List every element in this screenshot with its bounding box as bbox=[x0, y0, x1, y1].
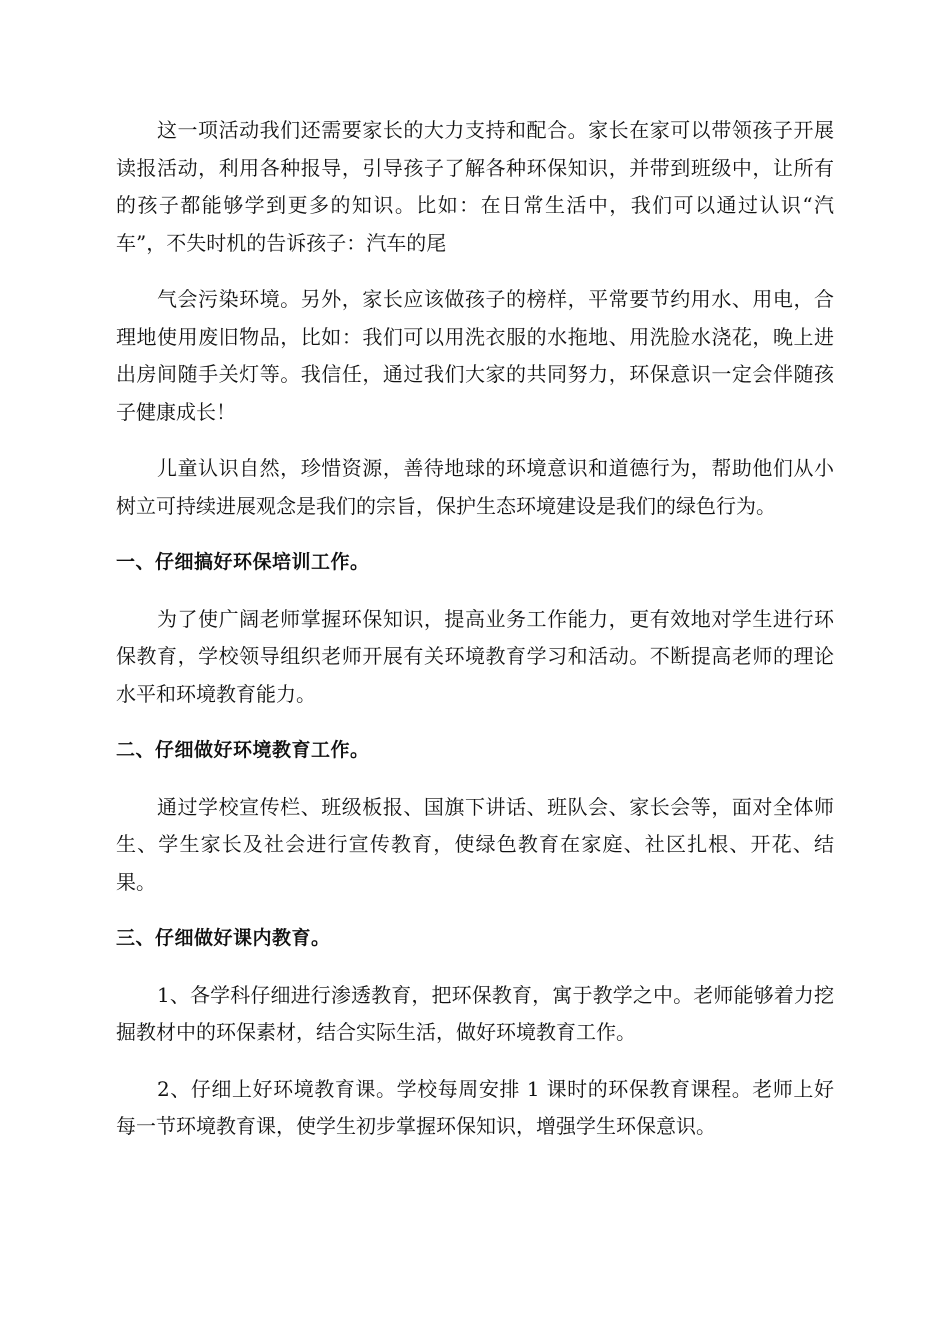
paragraph-classroom-item-1: 1、各学科仔细进行渗透教育，把环保教育，寓于教学之中。老师能够着力挖掘教材中的环保素材，结合实际生活，做好环境教育工作。 bbox=[116, 982, 834, 1044]
document-page bbox=[116, 112, 834, 1165]
paragraph-classroom-item-2: 2、仔细上好环境教育课。学校每周安排 1 课时的环保教育课程。老师上好每一节环境教育课，使学生初步掌握环保知识，增强学生环保意识。 bbox=[116, 1076, 834, 1138]
section-heading-classroom-education: 三、仔细做好课内教育。 bbox=[116, 927, 331, 949]
paragraph-training: 为了使广阔老师掌握环保知识，提高业务工作能力，更有效地对学生进行环保教育，学校领导组织老师开展有关环境教育学习和活动。不断提高老师的理论水平和环境教育能力。 bbox=[116, 606, 834, 706]
paragraph-environment-education: 通过学校宣传栏、班级板报、国旗下讲话、班队会、家长会等，面对全体师生、学生家长及社会进行宣传教育，使绿色教育在家庭、社区扎根、开花、结果。 bbox=[116, 794, 834, 894]
paragraph-parent-role-model: 气会污染环境。另外，家长应该做孩子的榜样，平常要节约用水、用电，合理地使用废旧物品，比如：我们可以用洗衣服的水拖地、用洗脸水浇花，晚上进出房间随手关灯等。我信任，通过我们大家的共同努力，环保意识一定会伴随孩子健康成长！ bbox=[116, 287, 834, 424]
paragraph-parent-support: 这一项活动我们还需要家长的大力支持和配合。家长在家可以带领孩子开展读报活动，利用各种报导，引导孩子了解各种环保知识，并带到班级中，让所有的孩子都能够学到更多的知识。比如：在日常生活中，我们可以通过认识“汽车”，不失时机的告诉孩子：汽车的尾 bbox=[116, 118, 834, 255]
section-heading-environment-education: 二、仔细做好环境教育工作。 bbox=[116, 739, 370, 761]
section-heading-training: 一、仔细搞好环保培训工作。 bbox=[116, 551, 370, 573]
paragraph-purpose: 儿童认识自然，珍惜资源，善待地球的环境意识和道德行为，帮助他们从小树立可持续进展观念是我们的宗旨，保护生态环境建设是我们的绿色行为。 bbox=[116, 456, 834, 518]
